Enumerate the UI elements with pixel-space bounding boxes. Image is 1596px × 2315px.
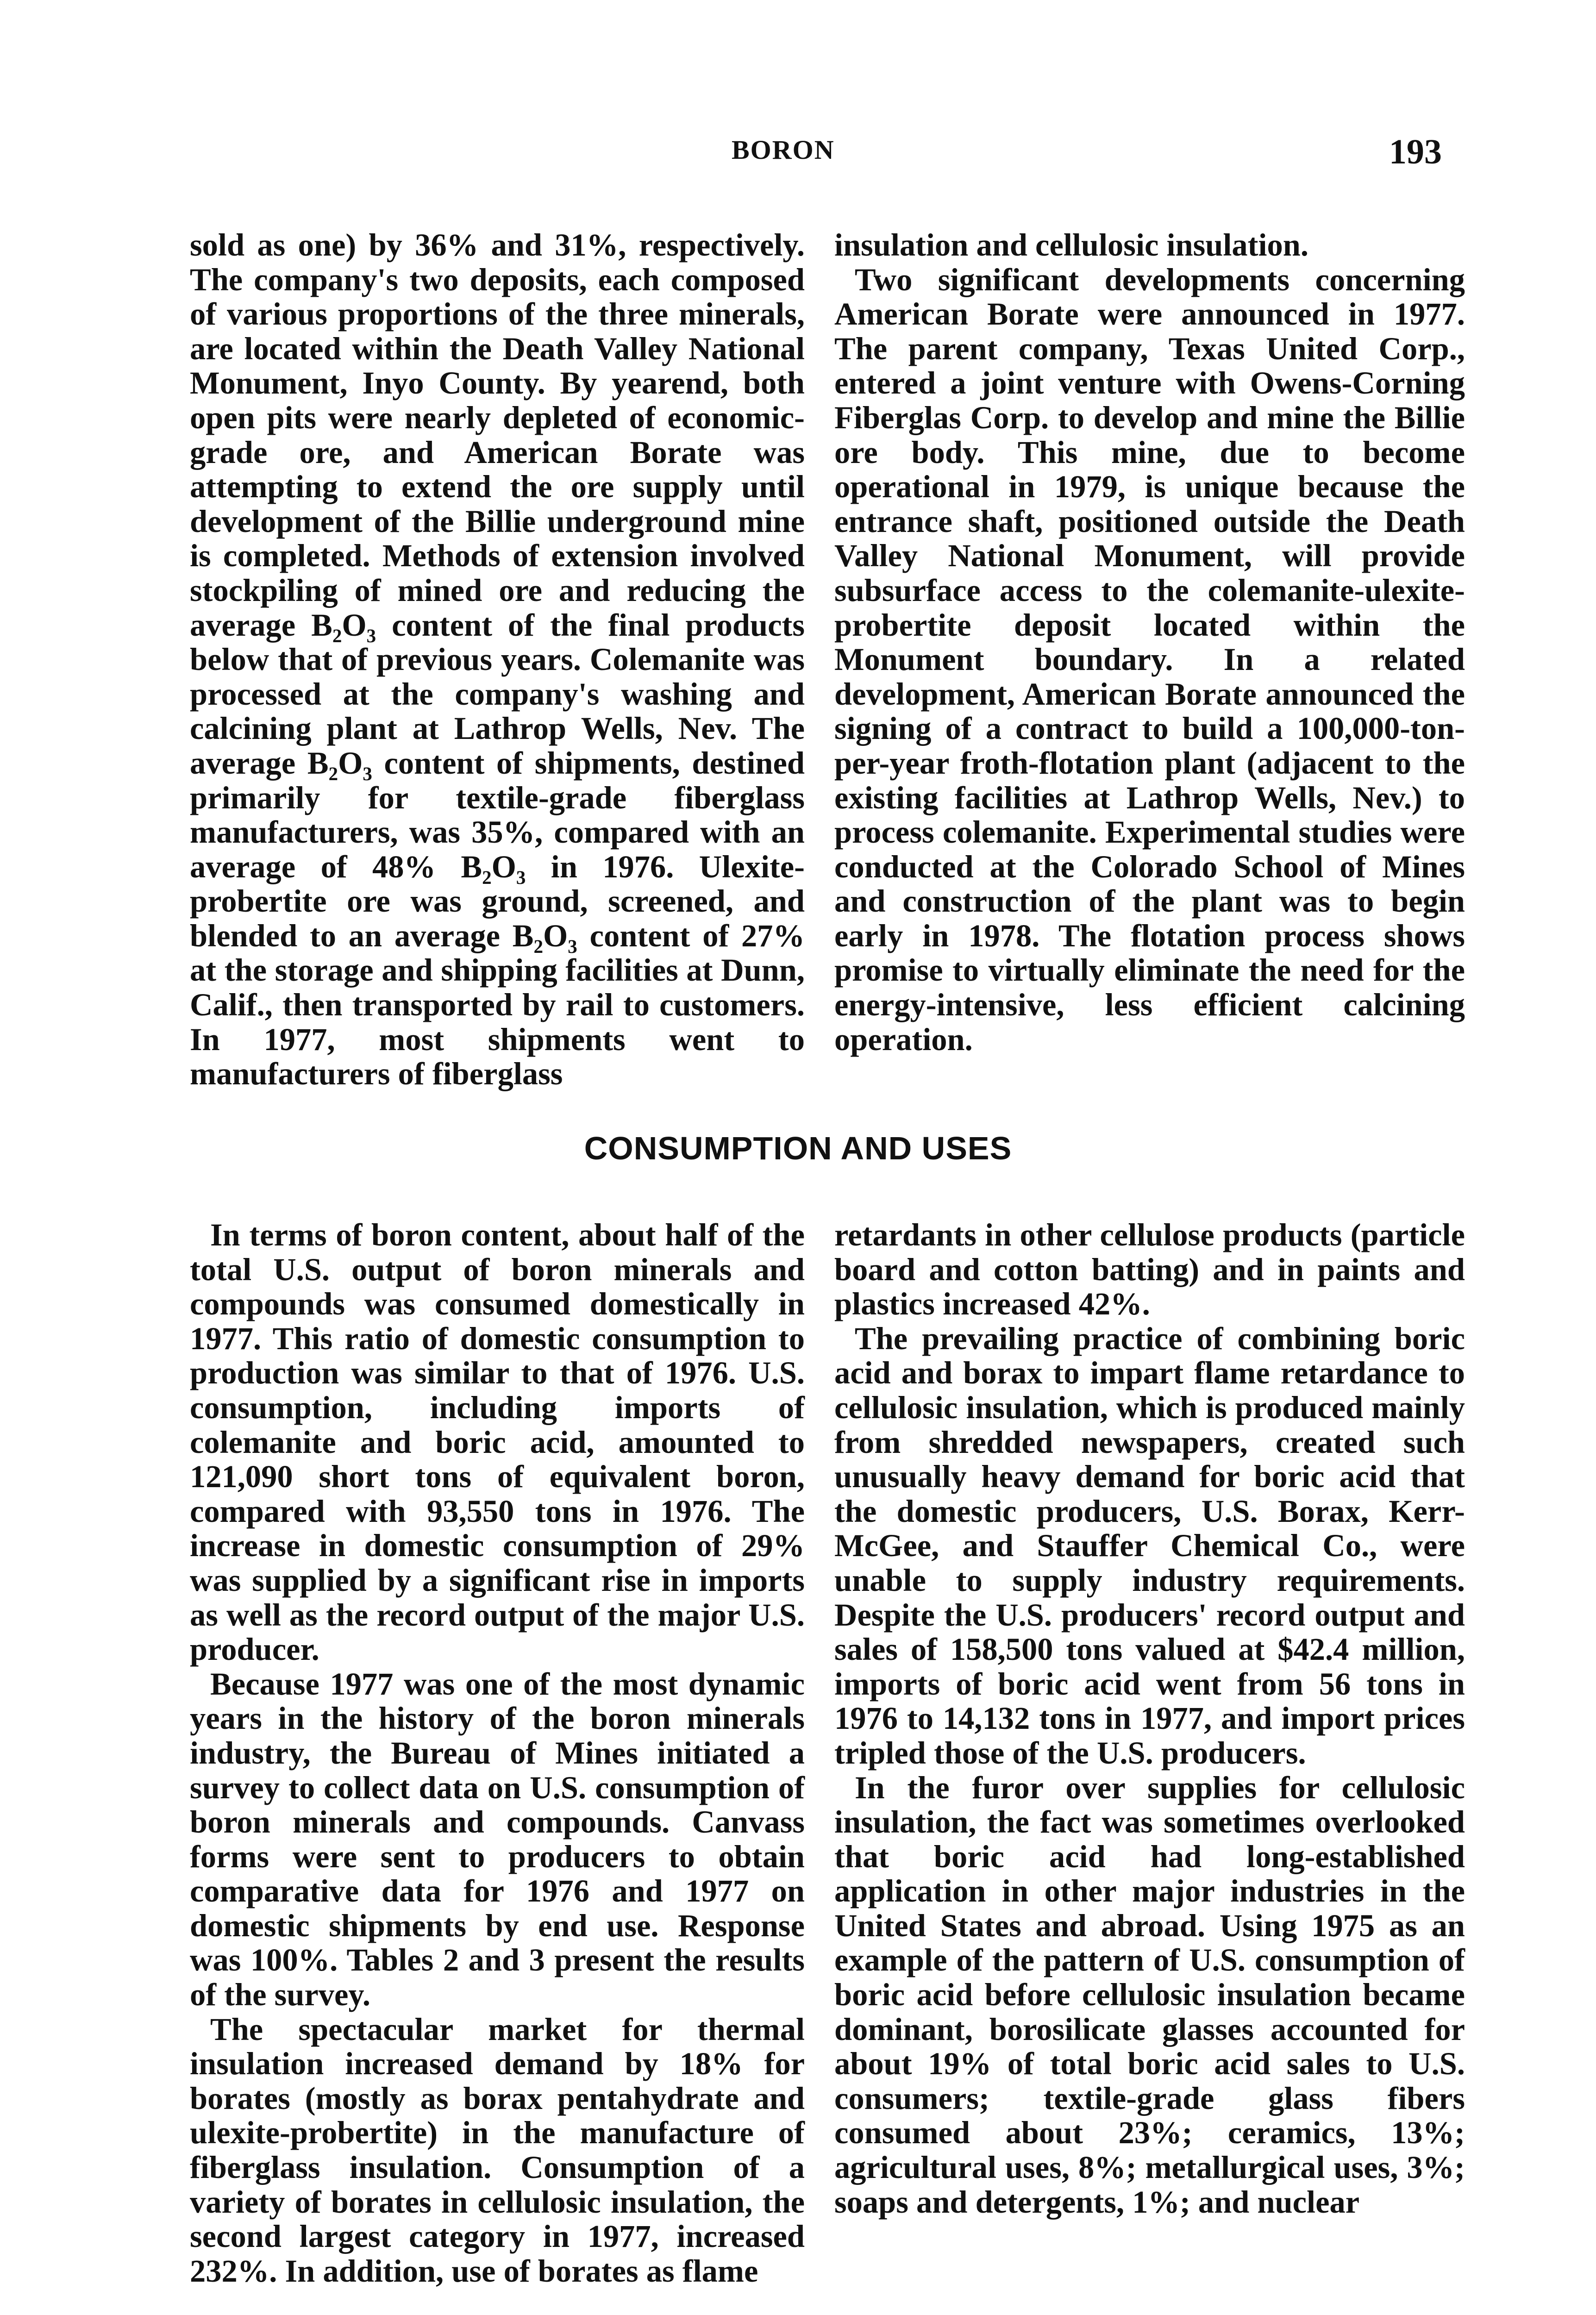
running-head: BORON	[732, 135, 835, 165]
paragraph: In terms of boron content, about half of the total U.S. output of boron minerals and compounds was consumed domestically in 1977. This ratio of domestic consumption to production was similar to that of 1976. U.S. consumption, including imports of colemanite and boric acid, amounted to 121,090 short tons of equivalent boron, compared with 93,550 tons in 1976. The increase in domestic consumption of 29% was supplied by a significant rise in imports as well as the record output of the major U.S. producer.	[190, 1217, 805, 1667]
top-right-column	[834, 228, 1465, 1057]
paragraph: Two significant developments concerning American Borate were announced in 1977. The parent company, Texas United Corp., entered a joint venture with Owens-Corning Fiberglas Corp. to develop and mine the Billie ore body. This mine, due to become operational in 1979, is unique because the entrance shaft, positioned outside the Death Valley National Monument, will provide subsurface access to the colemanite-ulexite-probertite deposit located within the Monument boundary. In a related development, American Borate announced the signing of a contract to build a 100,000-ton-per-year froth-flotation plant (adjacent to the existing facilities at Lathrop Wells, Nev.) to process colemanite. Experimental studies were conducted at the Colorado School of Mines and construction of the plant was to begin early in 1978. The flotation process shows promise to virtually eliminate the need for the energy-intensive, less efficient calcining operation.	[834, 262, 1465, 1057]
paragraph: insulation and cellulosic insulation.	[834, 227, 1308, 263]
top-left-column	[190, 228, 805, 1091]
paragraph: Because 1977 was one of the most dynamic years in the history of the boron minerals industry, the Bureau of Mines initiated a survey to collect data on U.S. consumption of boron minerals and compounds. Canvass forms were sent to producers to obtain comparative data for 1976 and 1977 on domestic shipments by end use. Response was 100%. Tables 2 and 3 present the results of the survey.	[190, 1666, 805, 2013]
section-heading: CONSUMPTION AND USES	[584, 1130, 1012, 1166]
paragraph: retardants in other cellulose products (particle board and cotton batting) and in paints and plastics increased 42%.	[834, 1217, 1465, 1322]
bottom-left-column	[190, 1218, 805, 2288]
paragraph: The prevailing practice of combining boric acid and borax to impart flame retardance to cellulosic insulation, which is produced mainly from shredded newspapers, created such unusually heavy demand for boric acid that the domestic producers, U.S. Borax, Kerr-McGee, and Stauffer Chemical Co., were unable to supply industry requirements. Despite the U.S. producers' record output and sales of 158,500 tons valued at $42.4 million, imports of boric acid went from 56 tons in 1976 to 14,132 tons in 1977, and import prices tripled those of the U.S. producers.	[834, 1320, 1465, 1771]
paragraph: In the furor over supplies for cellulosic insulation, the fact was sometimes overlooked that boric acid had long-established application in other major industries in the United States and abroad. Using 1975 as an example of the pattern of U.S. consumption of boric acid before cellulosic insulation became dominant, borosilicate glasses accounted for about 19% of total boric acid sales to U.S. consumers; textile-grade glass fibers consumed about 23%; ceramics, 13%; agricultural uses, 8%; metallurgical uses, 3%; soaps and detergents, 1%; and nuclear	[834, 1770, 1465, 2220]
page-number: 193	[1389, 132, 1442, 171]
paragraph: The spectacular market for thermal insulation increased demand by 18% for borates (mostly as borax pentahydrate and ulexite-probertite) in the manufacture of fiberglass insulation. Consumption of a variety of borates in cellulosic insulation, the second largest category in 1977, increased 232%. In addition, use of borates as flame	[190, 2011, 805, 2289]
paragraph: sold as one) by 36% and 31%, respectively. The company's two deposits, each composed of various proportions of the three minerals, are located within the Death Valley National Monument, Inyo County. By yearend, both open pits were nearly depleted of economic-grade ore, and American Borate was attempting to extend the ore supply until development of the Billie underground mine is completed. Methods of extension involved stockpiling of mined ore and reducing the average B₂O₃ content of the final products below that of previous years. Colemanite was processed at the company's washing and calcining plant at Lathrop Wells, Nev. The average B₂O₃ content of shipments, destined primarily for textile-grade fiberglass manufacturers, was 35%, compared with an average of 48% B₂O₃ in 1976. Ulexite-probertite ore was ground, screened, and blended to an average B₂O₃ content of 27% at the storage and shipping facilities at Dunn, Calif., then transported by rail to customers. In 1977, most shipments went to manufacturers of fiberglass	[190, 227, 805, 1092]
bottom-right-column	[834, 1218, 1465, 2219]
